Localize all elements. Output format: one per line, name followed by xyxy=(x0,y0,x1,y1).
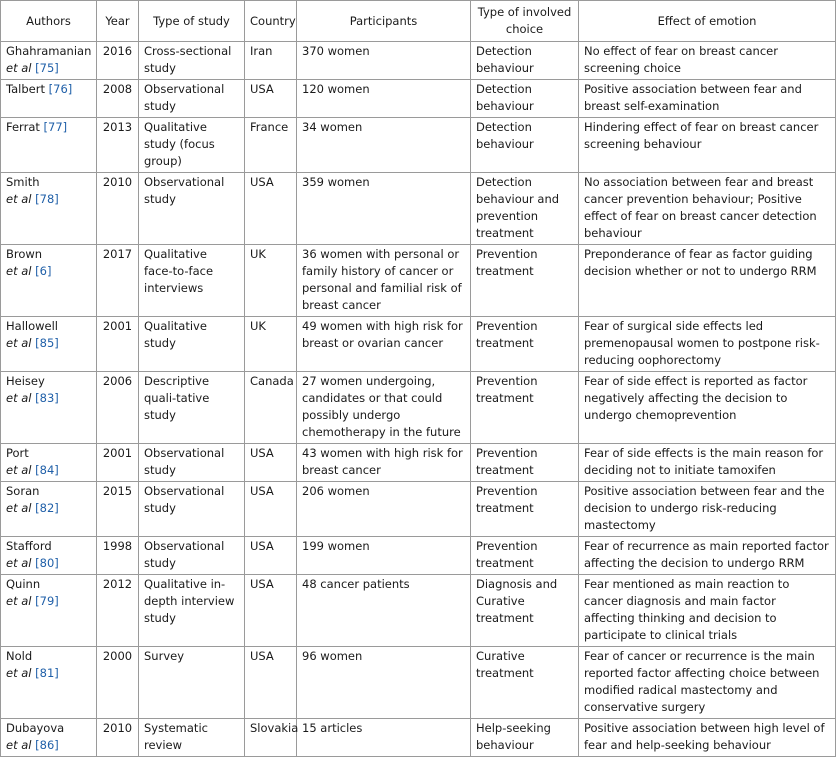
author-name: Stafford xyxy=(6,539,52,553)
author-name: Heisey xyxy=(6,374,45,388)
cell-participants: 206 women xyxy=(297,482,471,537)
table-body xyxy=(1,42,836,757)
cell-year: 2013 xyxy=(97,118,139,173)
cell-participants: 48 cancer patients xyxy=(297,575,471,647)
cell-year: 2010 xyxy=(97,173,139,245)
table-row xyxy=(1,245,836,317)
cell-country: Iran xyxy=(245,42,297,80)
cell-author xyxy=(1,575,97,647)
author-name: Soran xyxy=(6,484,40,498)
cell-author xyxy=(1,317,97,372)
reference-link[interactable]: [79] xyxy=(35,594,59,608)
reference-link[interactable]: [76] xyxy=(48,82,73,96)
cell-country: USA xyxy=(245,482,297,537)
cell-country: USA xyxy=(245,173,297,245)
cell-effect-of-emotion: Fear of recurrence as main reported factor affecting the decision to undergo RRM xyxy=(579,537,836,575)
table-row xyxy=(1,575,836,647)
cell-effect-of-emotion: Hindering effect of fear on breast cancer screening behaviour xyxy=(579,118,836,173)
cell-involved-choice: Prevention treatment xyxy=(471,317,579,372)
cell-type-of-study: Qualitative study (focus group) xyxy=(139,118,245,173)
et-al-text: et al xyxy=(6,264,32,278)
et-al-text: et al xyxy=(6,61,32,75)
cell-effect-of-emotion: Positive association between fear and the decision to undergo risk-reducing mastectomy xyxy=(579,482,836,537)
table-row xyxy=(1,42,836,80)
table-row xyxy=(1,482,836,537)
cell-involved-choice: Prevention treatment xyxy=(471,245,579,317)
cell-effect-of-emotion: Fear of side effects is the main reason for deciding not to initiate tamoxifen xyxy=(579,444,836,482)
cell-involved-choice: Detection behaviour xyxy=(471,118,579,173)
header-row xyxy=(1,1,836,42)
cell-author xyxy=(1,372,97,444)
et-al-text: et al xyxy=(6,501,32,515)
et-al-text: et al xyxy=(6,192,32,206)
cell-participants: 120 women xyxy=(297,80,471,118)
table-row xyxy=(1,118,836,173)
author-name: Dubayova xyxy=(6,721,65,735)
cell-involved-choice: Prevention treatment xyxy=(471,444,579,482)
cell-type-of-study: Qualitative study xyxy=(139,317,245,372)
cell-country: USA xyxy=(245,80,297,118)
cell-type-of-study: Qualitative in-depth interview study xyxy=(139,575,245,647)
cell-country: Slovakia xyxy=(245,719,297,757)
author-name: Talbert xyxy=(6,82,45,96)
cell-effect-of-emotion: Positive association between high level of fear and help-seeking behaviour xyxy=(579,719,836,757)
cell-type-of-study: Observational study xyxy=(139,537,245,575)
cell-involved-choice: Detection behaviour and prevention treatment xyxy=(471,173,579,245)
reference-link[interactable]: [78] xyxy=(35,192,59,206)
cell-participants: 49 women with high risk for breast or ovarian cancer xyxy=(297,317,471,372)
cell-author xyxy=(1,245,97,317)
cell-participants: 359 women xyxy=(297,173,471,245)
cell-author xyxy=(1,482,97,537)
cell-year: 2015 xyxy=(97,482,139,537)
cell-country: UK xyxy=(245,317,297,372)
author-name: Quinn xyxy=(6,577,41,591)
cell-year: 2006 xyxy=(97,372,139,444)
cell-type-of-study: Observational study xyxy=(139,173,245,245)
reference-link[interactable]: [80] xyxy=(35,556,59,570)
cell-type-of-study: Descriptive quali-tative study xyxy=(139,372,245,444)
cell-author xyxy=(1,173,97,245)
cell-involved-choice: Detection behaviour xyxy=(471,42,579,80)
et-al-text: et al xyxy=(6,556,32,570)
cell-involved-choice: Prevention treatment xyxy=(471,537,579,575)
cell-country: UK xyxy=(245,245,297,317)
table-row xyxy=(1,647,836,719)
cell-participants: 34 women xyxy=(297,118,471,173)
cell-year: 2012 xyxy=(97,575,139,647)
cell-participants: 370 women xyxy=(297,42,471,80)
cell-involved-choice: Help-seeking behaviour xyxy=(471,719,579,757)
cell-type-of-study: Systematic review xyxy=(139,719,245,757)
table-row xyxy=(1,719,836,757)
cell-author xyxy=(1,719,97,757)
cell-country: France xyxy=(245,118,297,173)
cell-year: 2001 xyxy=(97,444,139,482)
table-row xyxy=(1,537,836,575)
et-al-text: et al xyxy=(6,463,32,477)
cell-country: USA xyxy=(245,537,297,575)
author-name: Nold xyxy=(6,649,33,663)
cell-type-of-study: Cross-sectional study xyxy=(139,42,245,80)
cell-country: USA xyxy=(245,575,297,647)
reference-link[interactable]: [83] xyxy=(35,391,59,405)
cell-effect-of-emotion: Preponderance of fear as factor guiding decision whether or not to undergo RRM xyxy=(579,245,836,317)
reference-link[interactable]: [75] xyxy=(35,61,59,75)
cell-effect-of-emotion: Positive association between fear and breast self-examination xyxy=(579,80,836,118)
cell-effect-of-emotion: Fear mentioned as main reaction to cancer diagnosis and main factor affecting thinking and decision to participate to clinical trials xyxy=(579,575,836,647)
header-country: Country xyxy=(245,1,297,42)
et-al-text: et al xyxy=(6,336,32,350)
cell-effect-of-emotion: No effect of fear on breast cancer screening choice xyxy=(579,42,836,80)
cell-type-of-study: Observational study xyxy=(139,482,245,537)
cell-type-of-study: Observational study xyxy=(139,444,245,482)
reference-link[interactable]: [82] xyxy=(35,501,59,515)
cell-participants: 15 articles xyxy=(297,719,471,757)
cell-year: 2000 xyxy=(97,647,139,719)
header-participants: Participants xyxy=(297,1,471,42)
cell-author xyxy=(1,647,97,719)
reference-link[interactable]: [86] xyxy=(35,738,59,752)
reference-link[interactable]: [77] xyxy=(43,120,68,134)
header-type-of-study: Type of study xyxy=(139,1,245,42)
author-name: Ghahramanian xyxy=(6,44,92,58)
cell-author xyxy=(1,42,97,80)
author-name: Port xyxy=(6,446,29,460)
et-al-text: et al xyxy=(6,391,32,405)
table-row xyxy=(1,317,836,372)
cell-type-of-study: Observational study xyxy=(139,80,245,118)
cell-year: 2017 xyxy=(97,245,139,317)
cell-type-of-study: Survey xyxy=(139,647,245,719)
header-involved-choice: Type of involved choice xyxy=(471,1,579,42)
header-authors: Authors xyxy=(1,1,97,42)
cell-participants: 96 women xyxy=(297,647,471,719)
author-name: Ferrat xyxy=(6,120,40,134)
table-row xyxy=(1,372,836,444)
cell-year: 2001 xyxy=(97,317,139,372)
cell-year: 2016 xyxy=(97,42,139,80)
cell-country: USA xyxy=(245,647,297,719)
cell-author xyxy=(1,537,97,575)
author-name: Smith xyxy=(6,175,40,189)
reference-link[interactable]: [81] xyxy=(35,666,59,680)
cell-participants: 43 women with high risk for breast cancer xyxy=(297,444,471,482)
cell-country: USA xyxy=(245,444,297,482)
cell-effect-of-emotion: No association between fear and breast cancer prevention behaviour; Positive effect of fear on breast cancer detection behaviour xyxy=(579,173,836,245)
cell-country: Canada xyxy=(245,372,297,444)
cell-participants: 199 women xyxy=(297,537,471,575)
cell-involved-choice: Detection behaviour xyxy=(471,80,579,118)
cell-year: 1998 xyxy=(97,537,139,575)
cell-type-of-study: Qualitative face-to-face interviews xyxy=(139,245,245,317)
cell-effect-of-emotion: Fear of cancer or recurrence is the main reported factor affecting choice between modified radical mastectomy and conservative surgery xyxy=(579,647,836,719)
header-effect-of-emotion: Effect of emotion xyxy=(579,1,836,42)
cell-participants: 27 women undergoing, candidates or that could possibly undergo chemotherapy in the future xyxy=(297,372,471,444)
cell-involved-choice: Prevention treatment xyxy=(471,372,579,444)
author-name: Brown xyxy=(6,247,43,261)
cell-author xyxy=(1,118,97,173)
cell-year: 2010 xyxy=(97,719,139,757)
cell-effect-of-emotion: Fear of side effect is reported as factor negatively affecting the decision to undergo chemoprevention xyxy=(579,372,836,444)
et-al-text: et al xyxy=(6,594,32,608)
table-row xyxy=(1,444,836,482)
author-name: Hallowell xyxy=(6,319,58,333)
cell-involved-choice: Curative treatment xyxy=(471,647,579,719)
cell-effect-of-emotion: Fear of surgical side effects led premenopausal women to postpone risk-reducing oophorectomy xyxy=(579,317,836,372)
cell-author xyxy=(1,444,97,482)
reference-link[interactable]: [84] xyxy=(35,463,59,477)
table-row xyxy=(1,80,836,118)
header-year: Year xyxy=(97,1,139,42)
cell-involved-choice: Diagnosis and Curative treatment xyxy=(471,575,579,647)
cell-year: 2008 xyxy=(97,80,139,118)
cell-participants: 36 women with personal or family history of cancer or personal and familial risk of breast cancer xyxy=(297,245,471,317)
cell-involved-choice: Prevention treatment xyxy=(471,482,579,537)
table-row xyxy=(1,173,836,245)
reference-link[interactable]: [85] xyxy=(35,336,59,350)
reference-link[interactable]: [6] xyxy=(35,264,52,278)
et-al-text: et al xyxy=(6,738,32,752)
et-al-text: et al xyxy=(6,666,32,680)
cell-author xyxy=(1,80,97,118)
